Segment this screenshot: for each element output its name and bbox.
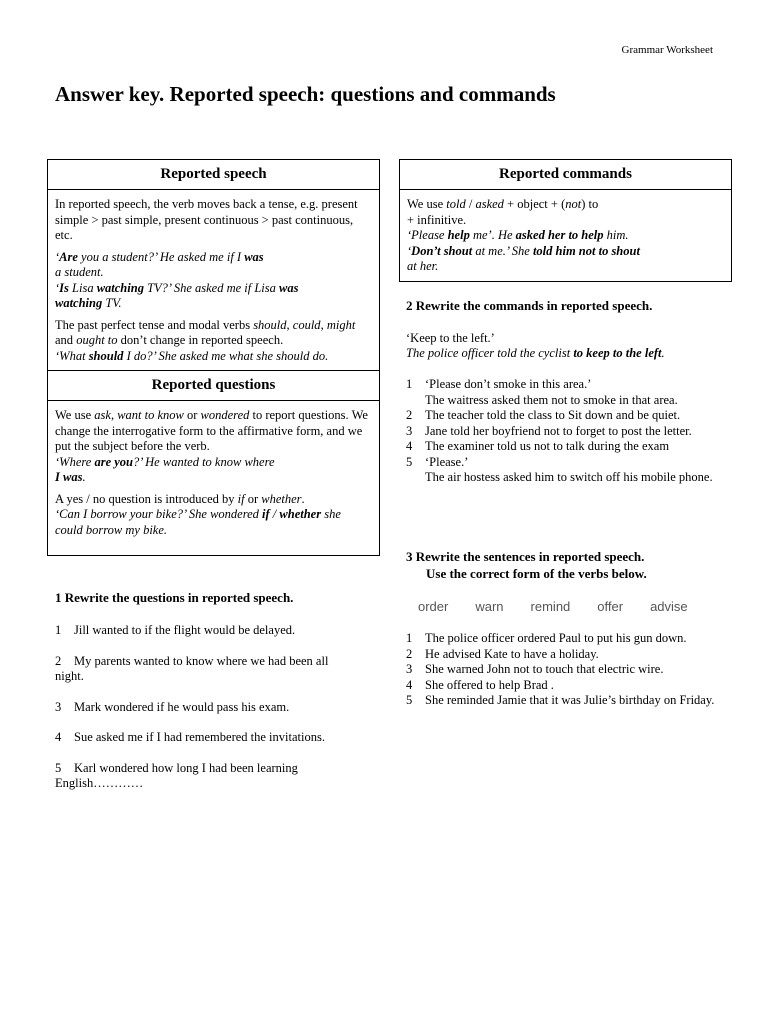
reported-questions-rule: We use ask, want to know or wondered to report questions. We change the interrogative form to the affirmative form, and we put the subject before the verb.: [55, 408, 368, 453]
grammar-box-left: [47, 159, 380, 556]
modal-verbs-example: ‘What should I do?’ She asked me what she should do.: [55, 348, 329, 363]
list-item: 1 The police officer ordered Paul to put his gun down.: [406, 631, 687, 645]
exercise-1-list: [55, 623, 340, 792]
list-item-answer: The waitress asked them not to smoke in that area.: [425, 392, 678, 407]
reported-speech-body: [48, 190, 379, 370]
reported-questions-example-1: ‘Where are you?’ He wanted to know where I was.: [55, 454, 275, 484]
list-item: 3 She warned John not to touch that electric wire.: [406, 662, 664, 676]
reported-speech-heading: Reported speech: [48, 160, 379, 190]
list-item-answer: The air hostess asked him to switch off his mobile phone.: [425, 470, 713, 484]
list-item: 3 Jane told her boyfriend not to forget to post the letter.: [406, 423, 692, 438]
yes-no-rule: A yes / no question is introduced by if or whether.: [55, 491, 305, 506]
reported-speech-example-1: ‘Are you a student?’ He asked me if I was a student.: [55, 249, 264, 279]
list-item: 2 He advised Kate to have a holiday.: [406, 646, 599, 661]
exercise-2-list: [406, 377, 716, 486]
exercise-2-example-question: ‘Keep to the left.’: [406, 331, 495, 345]
list-item: 5 Karl wondered how long I had been learning English…………: [55, 760, 298, 790]
word-bank-item: offer: [597, 599, 624, 614]
list-item: 1 ‘Please don’t smoke in this area.’: [406, 377, 592, 391]
word-bank-item: advise: [650, 599, 688, 614]
reported-commands-rule: We use told / asked + object + (not) to + infinitive.: [407, 197, 599, 227]
exercise-1-title: 1 Rewrite the questions in reported speech.: [55, 590, 294, 605]
word-bank: [418, 599, 688, 614]
list-item: 4 She offered to help Brad .: [406, 677, 554, 692]
list-item: 2 The teacher told the class to Sit down and be quiet.: [406, 408, 681, 422]
reported-commands-body: [400, 190, 731, 281]
word-bank-item: warn: [475, 599, 504, 614]
reported-speech-rule: In reported speech, the verb moves back a tense, e.g. present simple > past simple, present continuous > past continuous, etc.: [55, 197, 358, 242]
reported-commands-example-2: ‘Don’t shout at me.’ She told him not to shout at her.: [407, 243, 640, 273]
yes-no-example: ‘Can I borrow your bike?’ She wondered if / whether she could borrow my bike.: [55, 507, 341, 537]
reported-commands-example-1: ‘Please help me’. He asked her to help him.: [407, 228, 629, 242]
modal-verbs-rule: The past perfect tense and modal verbs should, could, might and ought to don’t change in reported speech.: [55, 317, 356, 347]
exercise-2-example-answer: The police officer told the cyclist to keep to the left.: [406, 346, 665, 360]
list-item: 4 Sue asked me if I had remembered the invitations.: [55, 730, 325, 744]
word-bank-item: remind: [530, 599, 571, 614]
exercise-2-title: 2 Rewrite the commands in reported speech.: [406, 298, 653, 313]
word-bank-item: order: [418, 599, 449, 614]
list-item: 2 My parents wanted to know where we had been all night.: [55, 653, 329, 683]
list-item: 4 The examiner told us not to talk during the exam: [406, 439, 670, 453]
reported-questions-heading: Reported questions: [48, 371, 379, 401]
reported-questions-body: [48, 401, 379, 544]
reported-commands-heading: Reported commands: [400, 160, 731, 190]
list-item: 5 ‘Please.’: [406, 454, 469, 469]
page-title: Answer key. Reported speech: questions and commands: [55, 82, 556, 106]
list-item: 3 Mark wondered if he would pass his exam.: [55, 699, 290, 714]
list-item: 1 Jill wanted to if the flight would be delayed.: [55, 623, 296, 637]
reported-speech-example-2: ‘Is Lisa watching TV?’ She asked me if Lisa was watching TV.: [55, 280, 299, 310]
reported-commands-box: [399, 159, 732, 282]
list-item: 5 She reminded Jamie that it was Julie’s birthday on Friday.: [406, 693, 715, 707]
worksheet-label: Grammar Worksheet: [621, 44, 713, 56]
exercise-3-title: 3 Rewrite the sentences in reported speech. Use the correct form of the verbs below.: [406, 549, 647, 581]
exercise-3-list: [406, 631, 718, 709]
